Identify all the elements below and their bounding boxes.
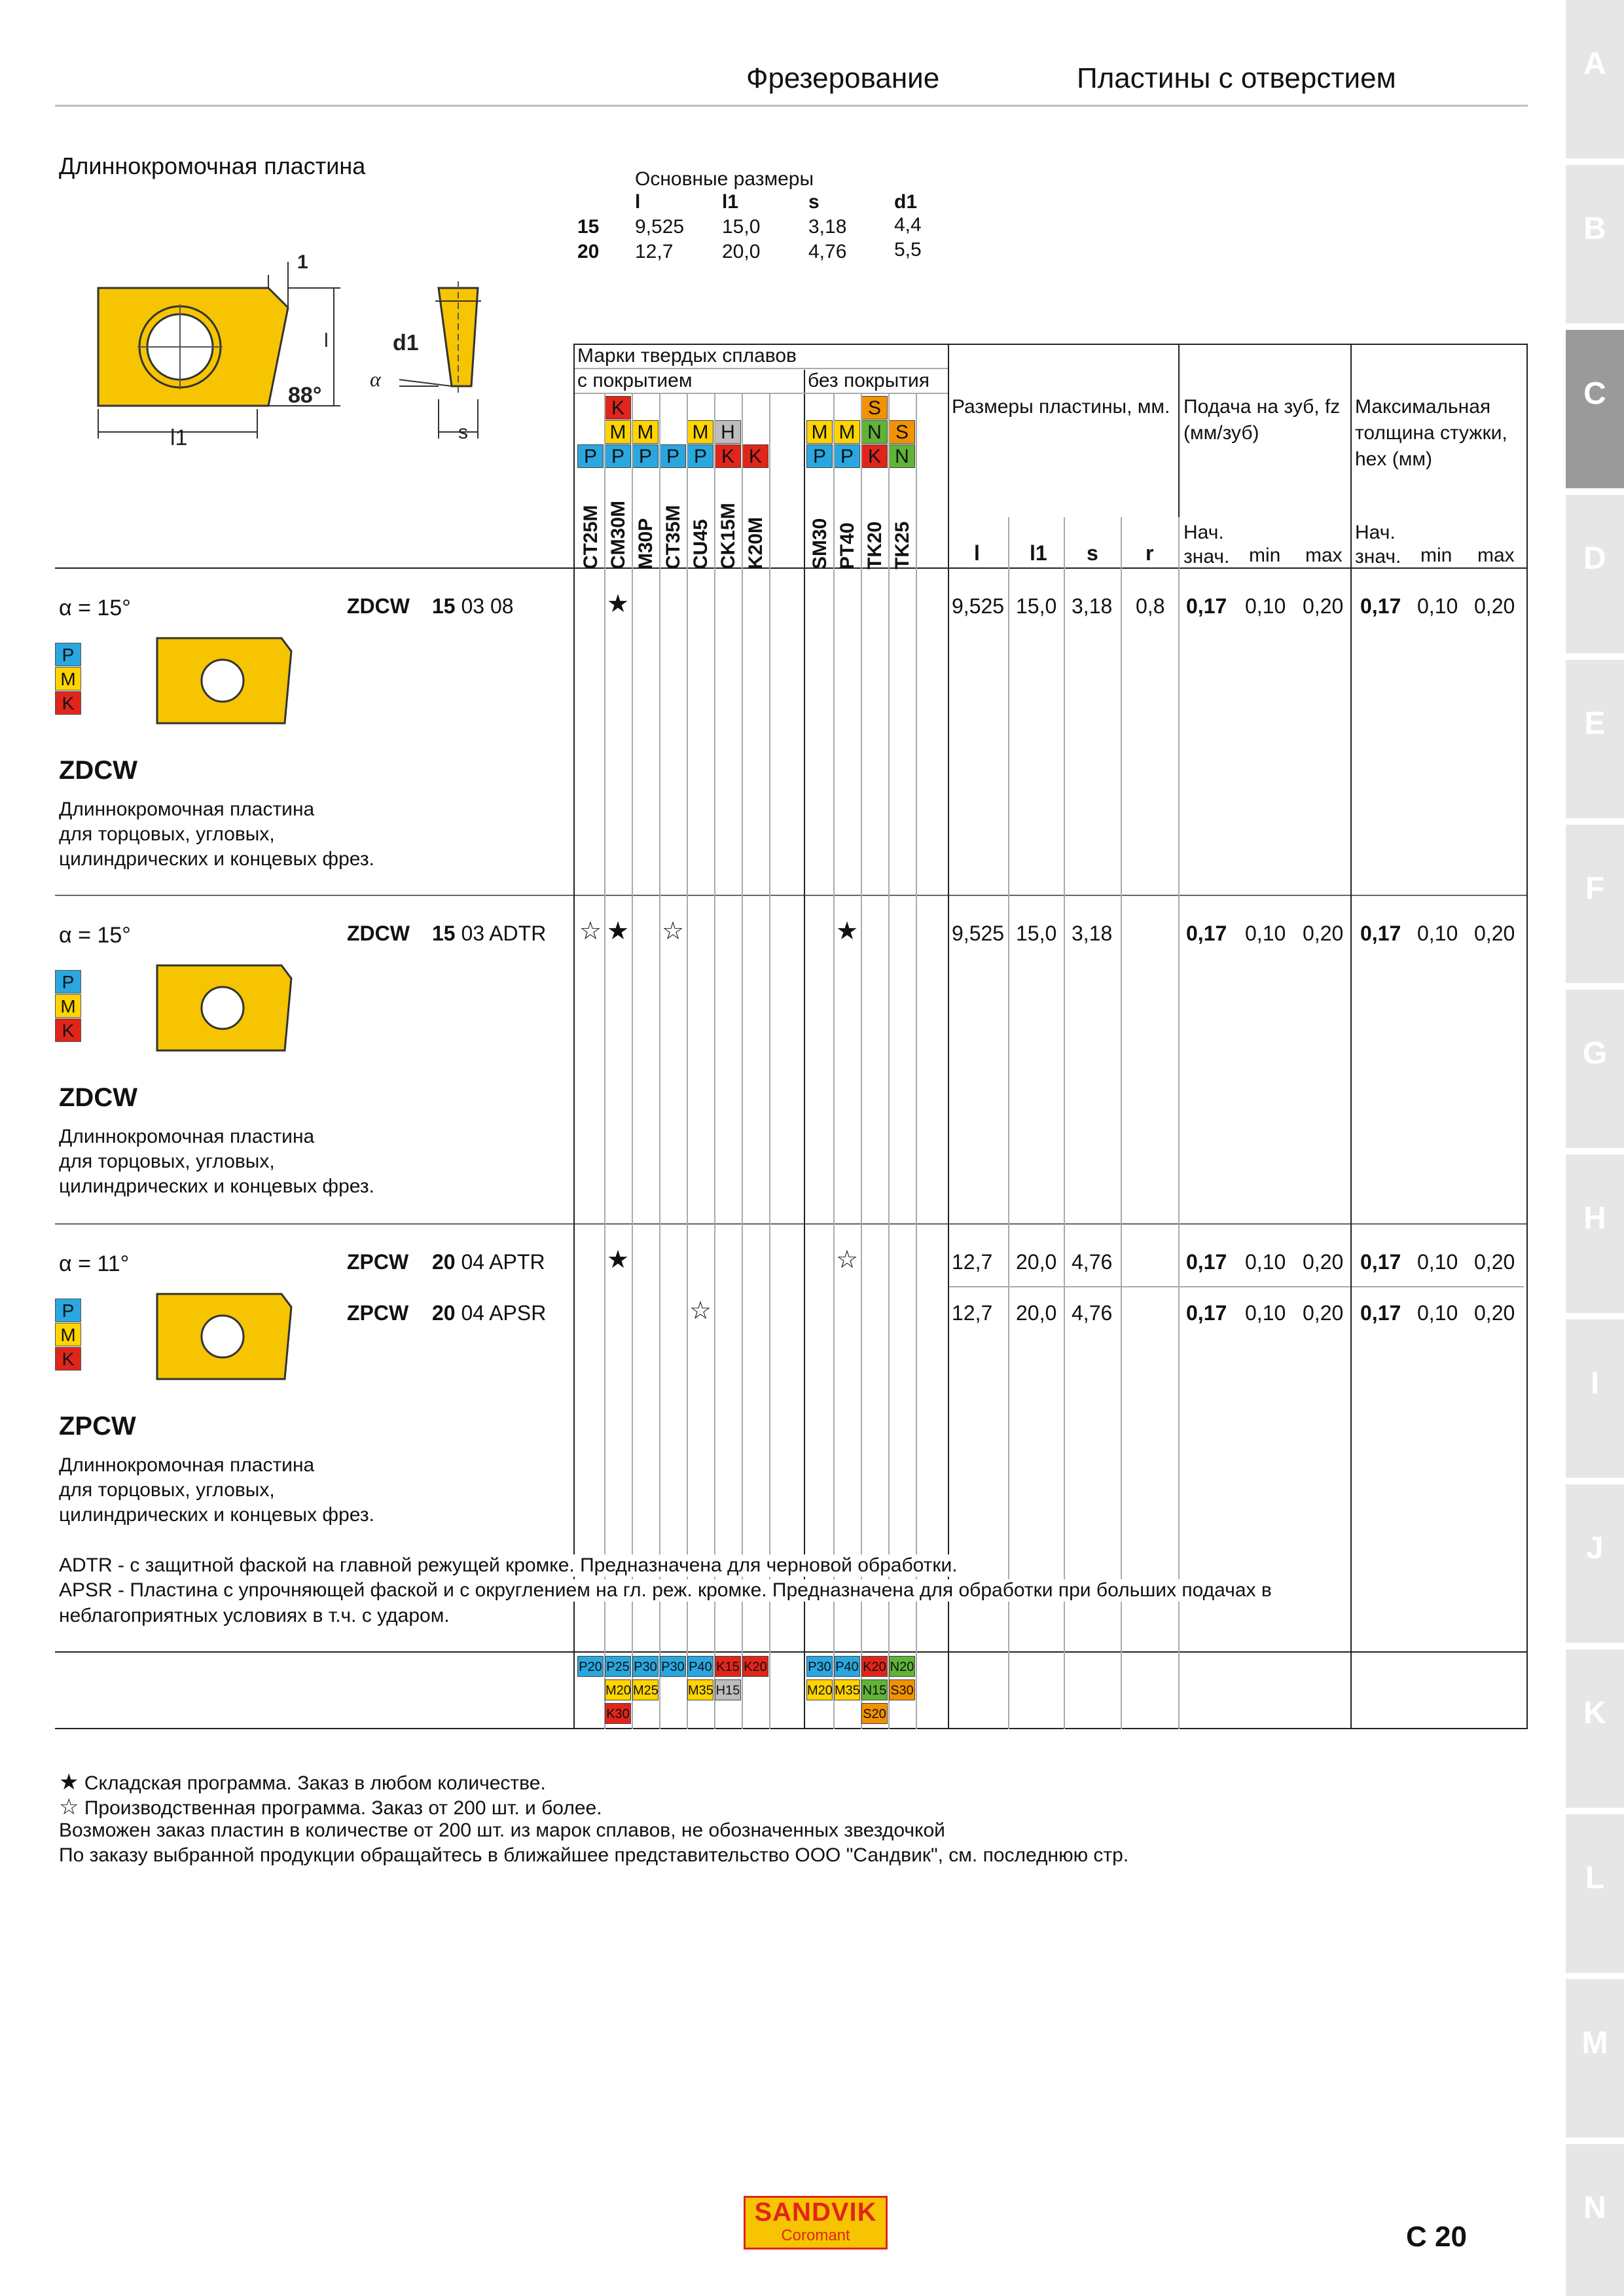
filled-star-icon: ★ xyxy=(606,918,630,945)
iso-k-badge: K xyxy=(55,691,81,715)
dims-header-l: l xyxy=(635,191,641,213)
side-tab-k[interactable]: K xyxy=(1566,1649,1624,1808)
side-tab-a[interactable]: A xyxy=(1566,0,1624,158)
page-title: Длиннокромочная пластина xyxy=(59,152,366,179)
dims-row-l1: 20,0 xyxy=(722,241,761,262)
dim-s-label: s xyxy=(458,422,468,443)
insert-code[interactable]: ZDCW xyxy=(347,594,410,618)
size-col-divider xyxy=(1178,517,1180,1729)
dims-header-s: s xyxy=(808,191,820,213)
product-family: ZDCW xyxy=(59,756,137,785)
size-header-l1: l1 xyxy=(1030,541,1047,565)
grade-iso-cell: K xyxy=(715,444,741,468)
iso-swatch-cell: P30 xyxy=(632,1656,659,1677)
product-description: для торцовых, угловых, xyxy=(59,1151,275,1172)
iso-swatch-cell: H15 xyxy=(715,1679,741,1700)
value-f0: 0,17 xyxy=(1186,1250,1227,1274)
grade-code: CU45 xyxy=(690,519,712,569)
grade-code: CK15M xyxy=(717,503,739,569)
grade-code: CT25M xyxy=(580,505,602,569)
dims-row-l: 12,7 xyxy=(635,241,674,262)
side-tab-e[interactable]: E xyxy=(1566,660,1624,818)
grade-iso-cell: P xyxy=(660,444,686,468)
dim-1-label: 1 xyxy=(297,251,308,273)
grade-iso-cell: P xyxy=(806,444,833,468)
insert-code[interactable]: ZPCW xyxy=(347,1301,409,1325)
iso-swatch-cell: M35 xyxy=(687,1679,713,1700)
page-number: C 20 xyxy=(1406,2221,1467,2253)
side-tab-g[interactable]: G xyxy=(1566,990,1624,1148)
grade-col-divider xyxy=(687,393,688,1729)
dims-row-size: 20 xyxy=(577,241,600,262)
value-fmax: 0,20 xyxy=(1303,1301,1344,1325)
value-s: 4,76 xyxy=(1072,1250,1113,1274)
grade-code: TK25 xyxy=(892,521,913,569)
grade-code: SM30 xyxy=(809,518,831,569)
size-col-divider xyxy=(1064,517,1065,1729)
iso-swatch-cell: M20 xyxy=(806,1679,833,1700)
side-tab-f[interactable]: F xyxy=(1566,825,1624,983)
grade-iso-cell: P xyxy=(687,444,713,468)
value-f0: 0,17 xyxy=(1186,922,1227,945)
value-l: 9,525 xyxy=(952,922,1005,945)
side-tab-d[interactable]: D xyxy=(1566,495,1624,653)
grade-code: CT35M xyxy=(662,505,684,569)
grade-col-divider xyxy=(861,393,862,1729)
side-tab-c[interactable]: C xyxy=(1566,330,1624,488)
value-hmin: 0,10 xyxy=(1417,922,1458,945)
iso-p-badge: P xyxy=(55,643,81,666)
outline-star-icon: ☆ xyxy=(689,1297,712,1325)
value-l1: 15,0 xyxy=(1016,922,1057,945)
dims-row-d1: 5,5 xyxy=(894,239,922,260)
iso-swatch-cell: P40 xyxy=(687,1656,713,1677)
insert-size: 20 04 APTR xyxy=(432,1250,545,1274)
grade-header-coated: с покрытием xyxy=(577,370,693,391)
insert-code[interactable]: ZPCW xyxy=(347,1250,409,1274)
dims-row-s: 3,18 xyxy=(808,216,847,238)
product-description: Длиннокромочная пластина xyxy=(59,1454,315,1476)
iso-swatch-cell: S20 xyxy=(861,1703,888,1724)
iso-m-badge: M xyxy=(55,994,81,1018)
insert-code[interactable]: ZDCW xyxy=(347,922,410,945)
grade-iso-cell: M xyxy=(605,420,631,444)
side-tab-m[interactable]: M xyxy=(1566,1979,1624,2138)
size-header-l: l xyxy=(974,541,980,565)
size-header-title: Размеры пластины, мм. xyxy=(952,396,1170,418)
grade-col-divider xyxy=(888,393,890,1729)
iso-swatch-cell: S30 xyxy=(889,1679,915,1700)
dims-row-s: 4,76 xyxy=(808,241,847,262)
grade-iso-cell: H xyxy=(715,420,741,444)
grade-code: CM30M xyxy=(607,500,629,569)
iso-swatch-cell: P25 xyxy=(605,1656,631,1677)
grade-iso-cell: K xyxy=(861,444,888,468)
insert-size: 15 03 ADTR xyxy=(432,922,547,945)
dims-row-d1: 4,4 xyxy=(894,214,922,236)
side-tab-b[interactable]: B xyxy=(1566,165,1624,323)
dims-row-l1: 15,0 xyxy=(722,216,761,238)
value-l1: 20,0 xyxy=(1016,1250,1057,1274)
value-h0: 0,17 xyxy=(1360,922,1401,945)
iso-swatch-cell: M35 xyxy=(834,1679,860,1700)
insert-icon xyxy=(154,962,298,1054)
value-hmax: 0,20 xyxy=(1474,594,1515,618)
header-rule xyxy=(55,105,1528,107)
grade-col-divider xyxy=(833,393,835,1729)
insert-drawing xyxy=(72,249,504,458)
size-header-s: s xyxy=(1087,541,1098,565)
iso-swatch-cell: N15 xyxy=(861,1679,888,1700)
grade-col-divider xyxy=(742,393,743,1729)
iso-swatch-cell: P30 xyxy=(806,1656,833,1677)
value-hmax: 0,20 xyxy=(1474,922,1515,945)
angle-label: 88° xyxy=(288,383,322,408)
alpha-label: α xyxy=(370,367,381,391)
grade-iso-cell: N xyxy=(861,420,888,444)
insert-size: 15 03 08 xyxy=(432,594,514,618)
value-s: 3,18 xyxy=(1072,594,1113,618)
dims-row-size: 15 xyxy=(577,216,600,238)
value-s: 3,18 xyxy=(1072,922,1113,945)
feed-header-title: Подача на зуб, fz (мм/зуб) xyxy=(1183,396,1341,444)
iso-swatch-cell: K20 xyxy=(742,1656,768,1677)
value-fmin: 0,10 xyxy=(1245,594,1286,618)
grade-code: K20M xyxy=(745,516,767,569)
side-tab-j[interactable]: J xyxy=(1566,1484,1624,1643)
grade-iso-cell: P xyxy=(632,444,659,468)
value-fmax: 0,20 xyxy=(1303,1250,1344,1274)
outline-star-icon: ☆ xyxy=(835,1246,859,1274)
iso-p-badge: P xyxy=(55,1299,81,1322)
grade-code: TK20 xyxy=(864,521,886,569)
size-col-divider xyxy=(1008,517,1009,1729)
chip-header-min: min xyxy=(1420,545,1453,566)
legend-production: ☆ Производственная программа. Заказ от 200 шт. и более. xyxy=(59,1795,602,1820)
grade-header-title: Марки твердых сплавов xyxy=(577,345,797,367)
dims-header-l1: l1 xyxy=(722,191,739,213)
iso-p-badge: P xyxy=(55,970,81,994)
filled-star-icon: ★ xyxy=(835,918,859,945)
filled-star-icon: ★ xyxy=(606,590,630,618)
grade-iso-cell: M xyxy=(834,420,860,444)
dims-caption: Основные размеры xyxy=(635,168,814,190)
alpha-label: α = 11° xyxy=(59,1251,130,1276)
grade-col-divider xyxy=(916,393,917,1729)
value-h0: 0,17 xyxy=(1360,594,1401,618)
section-title: Фрезерование xyxy=(746,62,940,94)
alpha-label: α = 15° xyxy=(59,596,131,620)
value-fmin: 0,10 xyxy=(1245,1250,1286,1274)
value-hmin: 0,10 xyxy=(1417,1301,1458,1325)
grade-col-divider xyxy=(714,393,715,1729)
note-apsr-cont: неблагоприятных условиях в т.ч. с ударом. xyxy=(59,1605,452,1627)
product-family: ZDCW xyxy=(59,1083,137,1112)
outline-star-icon: ☆ xyxy=(661,918,685,945)
grade-code: M30P xyxy=(635,518,657,569)
product-family: ZPCW xyxy=(59,1412,136,1441)
grade-iso-cell: M xyxy=(806,420,833,444)
value-f0: 0,17 xyxy=(1186,594,1227,618)
product-description: цилиндрических и концевых фрез. xyxy=(59,1504,374,1526)
value-r: 0,8 xyxy=(1136,594,1165,618)
feed-header-min: min xyxy=(1249,545,1281,566)
chip-header-title: Максимальная толщина стужки, hex (мм) xyxy=(1355,396,1507,470)
grade-iso-cell: M xyxy=(687,420,713,444)
side-tab-l[interactable]: L xyxy=(1566,1814,1624,1973)
grade-iso-cell: P xyxy=(577,444,604,468)
chip-header-start: Нач. знач. xyxy=(1355,522,1401,567)
grade-col-divider xyxy=(632,393,633,1729)
side-tab-i[interactable]: I xyxy=(1566,1319,1624,1478)
grade-iso-cell: K xyxy=(742,444,768,468)
product-description: цилиндрических и концевых фрез. xyxy=(59,848,374,870)
outline-star-icon: ☆ xyxy=(579,918,602,945)
grade-iso-cell: P xyxy=(834,444,860,468)
value-hmax: 0,20 xyxy=(1474,1250,1515,1274)
grade-iso-cell: S xyxy=(889,420,915,444)
grade-col-divider xyxy=(769,393,770,1729)
dims-header-d1: d1 xyxy=(894,191,918,213)
outline-star-icon: ☆ xyxy=(59,1795,79,1820)
iso-m-badge: M xyxy=(55,1323,81,1346)
grade-col-divider xyxy=(659,393,660,1729)
grade-code: PT40 xyxy=(837,522,858,569)
value-hmax: 0,20 xyxy=(1474,1301,1515,1325)
iso-swatch-cell: K15 xyxy=(715,1656,741,1677)
grade-iso-cell: S xyxy=(861,396,888,420)
subsection-title: Пластины с отверстием xyxy=(1077,62,1396,94)
value-l1: 15,0 xyxy=(1016,594,1057,618)
insert-size: 20 04 APSR xyxy=(432,1301,547,1325)
iso-m-badge: M xyxy=(55,667,81,691)
grade-iso-cell: P xyxy=(605,444,631,468)
dim-d1-label: d1 xyxy=(393,331,419,355)
side-tab-h[interactable]: H xyxy=(1566,1155,1624,1313)
product-description: Длиннокромочная пластина xyxy=(59,798,315,820)
product-description: для торцовых, угловых, xyxy=(59,823,275,845)
size-col-divider xyxy=(1121,517,1122,1729)
insert-icon xyxy=(154,1291,298,1382)
legend-note-1: Возможен заказ пластин в количестве от 200 шт. из марок сплавов, не обозначенных звездочкой xyxy=(59,1820,945,1841)
value-l: 12,7 xyxy=(952,1250,993,1274)
note-apsr: APSR - Пластина с упрочняющей фаской и с округлением на гл. реж. кромке. Предназначена для обработки при больших подачах в xyxy=(59,1579,1274,1602)
value-fmin: 0,10 xyxy=(1245,922,1286,945)
value-f0: 0,17 xyxy=(1186,1301,1227,1325)
filled-star-icon: ★ xyxy=(606,1246,630,1274)
filled-star-icon: ★ xyxy=(59,1770,79,1795)
grade-iso-cell: M xyxy=(632,420,659,444)
iso-swatch-cell: K20 xyxy=(861,1656,888,1677)
value-h0: 0,17 xyxy=(1360,1301,1401,1325)
value-l: 12,7 xyxy=(952,1301,993,1325)
dims-row-l: 9,525 xyxy=(635,216,685,238)
product-description: Длиннокромочная пластина xyxy=(59,1126,315,1147)
iso-swatch-cell: K30 xyxy=(605,1703,631,1724)
insert-icon xyxy=(154,635,298,726)
product-description: цилиндрических и концевых фрез. xyxy=(59,1175,374,1197)
value-fmax: 0,20 xyxy=(1303,922,1344,945)
iso-swatch-cell: P20 xyxy=(577,1656,604,1677)
side-tab-n[interactable]: N xyxy=(1566,2144,1624,2296)
dim-l1-label: l1 xyxy=(170,425,188,450)
grade-iso-cell: K xyxy=(605,396,631,420)
chip-header-max: max xyxy=(1477,545,1515,566)
legend-stock: ★ Складская программа. Заказ в любом количестве. xyxy=(59,1770,546,1795)
feed-header-start: Нач. знач. xyxy=(1183,522,1230,567)
value-hmin: 0,10 xyxy=(1417,594,1458,618)
value-fmax: 0,20 xyxy=(1303,594,1344,618)
iso-swatch-cell: P40 xyxy=(834,1656,860,1677)
iso-k-badge: K xyxy=(55,1347,81,1371)
iso-swatch-cell: M25 xyxy=(632,1679,659,1700)
note-adtr: ADTR - с защитной фаской на главной режущей кромке. Предназначена для черновой обработки. xyxy=(59,1554,960,1577)
feed-header-max: max xyxy=(1305,545,1343,566)
legend-note-2: По заказу выбранной продукции обращайтесь в ближайшее представительство ООО "Сандвик", см. последнюю стр. xyxy=(59,1844,1129,1866)
alpha-label: α = 15° xyxy=(59,923,131,948)
iso-k-badge: K xyxy=(55,1018,81,1042)
iso-swatch-cell: M20 xyxy=(605,1679,631,1700)
value-l: 9,525 xyxy=(952,594,1005,618)
value-l1: 20,0 xyxy=(1016,1301,1057,1325)
iso-swatch-cell: P30 xyxy=(660,1656,686,1677)
size-header-r: r xyxy=(1146,541,1154,565)
iso-swatch-cell: N20 xyxy=(889,1656,915,1677)
value-h0: 0,17 xyxy=(1360,1250,1401,1274)
dim-l-label: l xyxy=(324,330,329,351)
grade-iso-cell: N xyxy=(889,444,915,468)
value-fmin: 0,10 xyxy=(1245,1301,1286,1325)
value-s: 4,76 xyxy=(1072,1301,1113,1325)
grade-header-uncoated: без покрытия xyxy=(808,370,930,391)
product-description: для торцовых, угловых, xyxy=(59,1479,275,1501)
value-hmin: 0,10 xyxy=(1417,1250,1458,1274)
sandvik-logo: SANDVIK Coromant xyxy=(744,2196,888,2250)
